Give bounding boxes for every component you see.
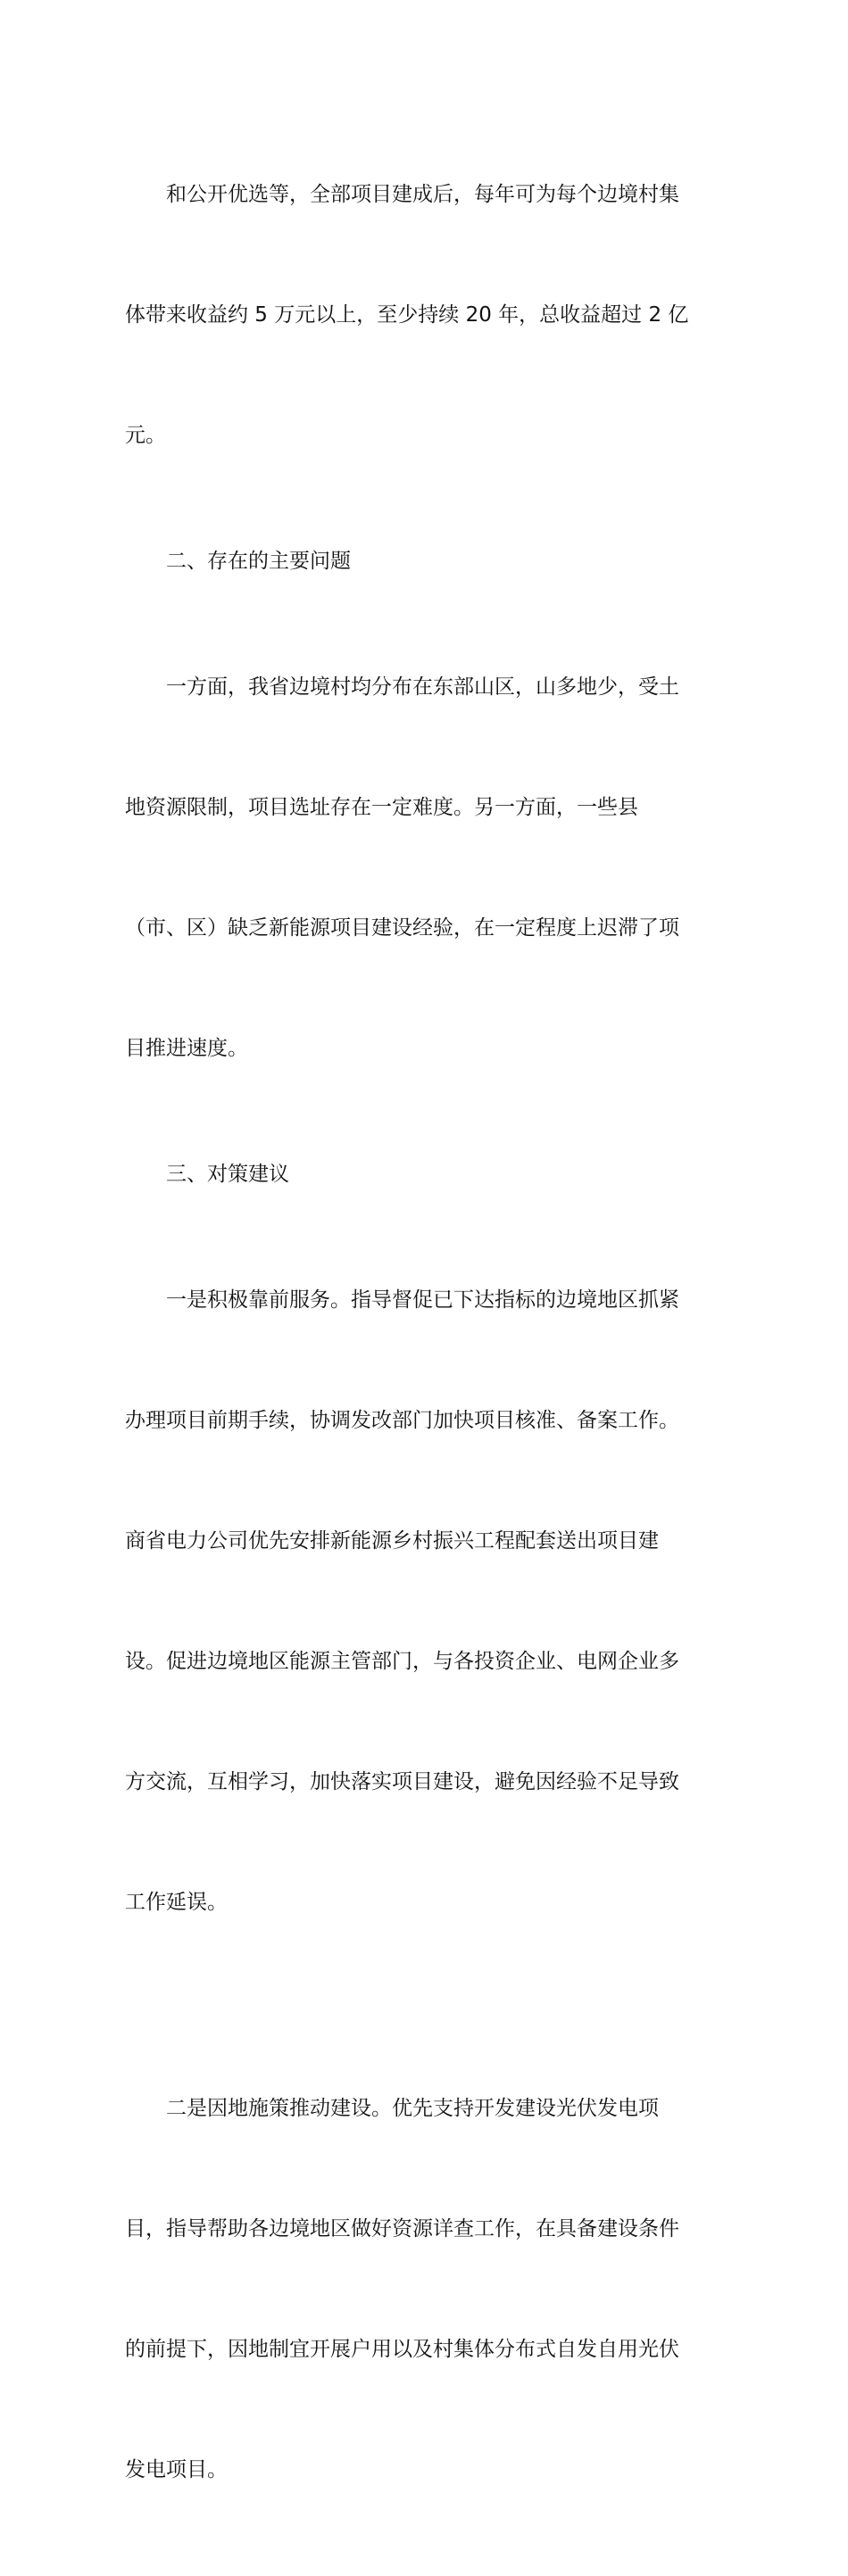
text-line: 地资源限制，项目选址存在一定难度。另一方面，一些县 <box>125 796 638 819</box>
text-line: 设。促进边境地区能源主管部门，与各投资企业、电网企业多 <box>125 1650 679 1673</box>
paragraph-suggestion-one <box>125 1200 732 2003</box>
text-line: 和公开优选等，全部项目建成后，每年可为每个边境村集 <box>166 183 679 206</box>
text-line: 商省电力公司优先安排新能源乡村振兴工程配套送出项目建 <box>125 1529 659 1553</box>
section-heading-problems: 二、存在的主要问题 <box>166 550 351 573</box>
text-line: 一方面，我省边境村均分布在东部山区，山多地少，受土 <box>166 675 679 699</box>
text-line: 的前提下，因地制宜开展户用以及村集体分布式自发自用光伏 <box>125 2338 679 2361</box>
document-body <box>125 95 732 2576</box>
text-line: 目推进速度。 <box>125 1037 248 1060</box>
text-line: 目，指导帮助各边境地区做好资源详查工作，在具备建设条件 <box>125 2217 679 2241</box>
text-line: 方交流，互相学习，加快落实项目建设，避免因经验不足导致 <box>125 1770 679 1793</box>
text-line: （市、区）缺乏新能源项目建设经验，在一定程度上迟滞了项 <box>125 916 679 940</box>
text-line: 工作延误。 <box>125 1891 228 1914</box>
paragraph-project-benefits <box>125 95 732 536</box>
paragraph-suggestion-two <box>125 2009 732 2571</box>
text-line: 体带来收益约 5 万元以上，至少持续 20 年，总收益超过 2 亿 <box>125 303 689 327</box>
text-line: 一是积极靠前服务。指导督促已下达指标的边境地区抓紧 <box>166 1288 679 1312</box>
section-heading-suggestions: 三、对策建议 <box>166 1163 289 1186</box>
text-line: 发电项目。 <box>125 2458 228 2481</box>
text-line: 元。 <box>125 424 166 447</box>
paragraph-problems <box>125 587 732 1149</box>
text-line: 二是因地施策推动建设。优先支持开发建设光伏发电项 <box>166 2097 659 2120</box>
text-line: 办理项目前期手续，协调发改部门加快项目核准、备案工作。 <box>125 1409 679 1432</box>
